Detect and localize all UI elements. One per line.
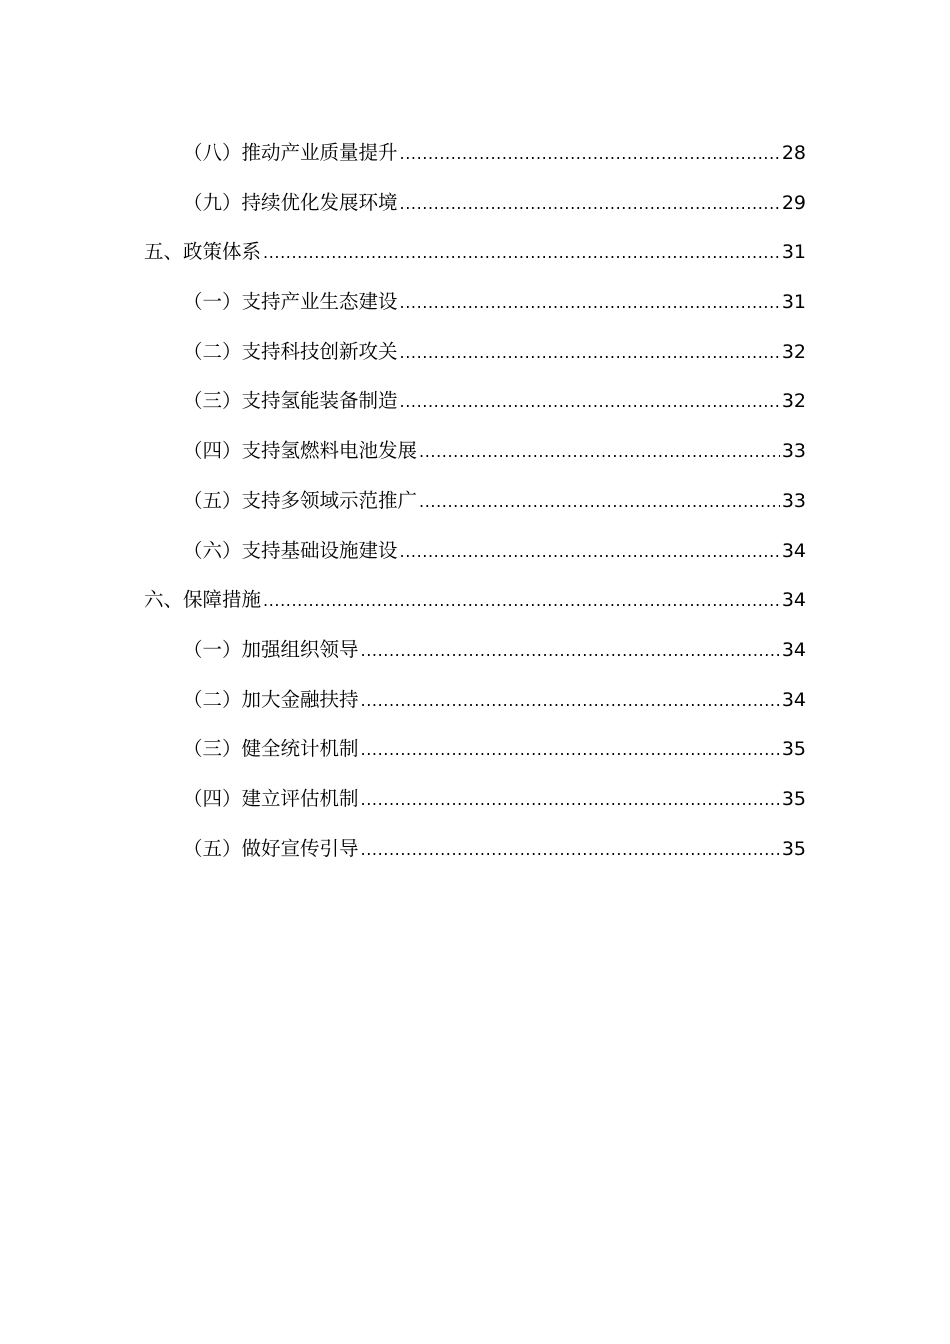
toc-page-number: 33: [781, 440, 806, 463]
toc-entry-title: 五、政策体系: [144, 240, 262, 264]
toc-entry-title: （二）支持科技创新攻关: [183, 339, 398, 363]
toc-page-number: 31: [781, 241, 806, 264]
toc-entry[interactable]: [0, 376, 950, 426]
toc-entry[interactable]: [0, 724, 950, 774]
toc-page-number: 28: [781, 142, 806, 164]
toc-entry-title: （六）支持基础设施建设: [183, 538, 398, 562]
toc-entry-title: （一）支持产业生态建设: [183, 290, 398, 314]
toc-dot-leader: [400, 527, 780, 577]
toc-dot-leader: [263, 576, 780, 626]
toc-entry[interactable]: [0, 625, 950, 675]
toc-section-heading[interactable]: [0, 227, 950, 277]
toc-dot-leader: [400, 129, 780, 179]
toc-entry[interactable]: [0, 675, 950, 725]
table-of-contents: [0, 128, 950, 873]
toc-entry-title: （八）推动产业质量提升: [183, 141, 398, 164]
toc-dot-leader: [361, 725, 780, 775]
toc-dot-leader: [400, 377, 780, 427]
toc-entry-title: （五）支持多领域示范推广: [183, 488, 418, 512]
toc-entry-title: （五）做好宣传引导: [183, 836, 359, 860]
toc-entry[interactable]: [0, 128, 950, 178]
toc-entry-title: （四）建立评估机制: [183, 786, 359, 810]
toc-entry[interactable]: [0, 774, 950, 824]
toc-entry-title: （九）持续优化发展环境: [183, 190, 398, 214]
toc-dot-leader: [400, 179, 780, 229]
toc-dot-leader: [263, 228, 780, 278]
toc-page-number: 33: [781, 489, 806, 512]
toc-dot-leader: [361, 825, 780, 875]
toc-entry[interactable]: [0, 178, 950, 228]
toc-entry[interactable]: [0, 526, 950, 576]
toc-page-number: 35: [781, 787, 806, 810]
toc-entry[interactable]: [0, 277, 950, 327]
toc-section-heading[interactable]: [0, 575, 950, 625]
toc-entry-title: （三）健全统计机制: [183, 737, 359, 761]
toc-entry[interactable]: [0, 327, 950, 377]
toc-page-number: 32: [781, 390, 806, 413]
toc-dot-leader: [419, 427, 780, 477]
toc-page-number: 31: [781, 291, 806, 314]
toc-entry-title: （一）加强组织领导: [183, 637, 359, 661]
toc-entry[interactable]: [0, 476, 950, 526]
toc-entry[interactable]: [0, 426, 950, 476]
toc-page-number: 35: [781, 738, 806, 761]
toc-dot-leader: [361, 676, 780, 726]
toc-dot-leader: [361, 775, 780, 825]
toc-page-number: 34: [781, 638, 806, 661]
toc-dot-leader: [400, 278, 780, 328]
toc-page-number: 35: [781, 837, 806, 860]
toc-page-number: 34: [781, 688, 806, 711]
toc-dot-leader: [400, 328, 780, 378]
toc-page-number: 34: [781, 539, 806, 562]
toc-page-number: 29: [781, 191, 806, 214]
toc-entry-title: 六、保障措施: [144, 588, 262, 612]
toc-entry-title: （四）支持氢燃料电池发展: [183, 439, 418, 463]
toc-dot-leader: [419, 477, 780, 527]
toc-entry[interactable]: [0, 824, 950, 874]
toc-dot-leader: [361, 626, 780, 676]
toc-entry-title: （二）加大金融扶持: [183, 687, 359, 711]
toc-entry-title: （三）支持氢能装备制造: [183, 389, 398, 413]
toc-page-number: 34: [781, 589, 806, 612]
toc-page-number: 32: [781, 340, 806, 363]
